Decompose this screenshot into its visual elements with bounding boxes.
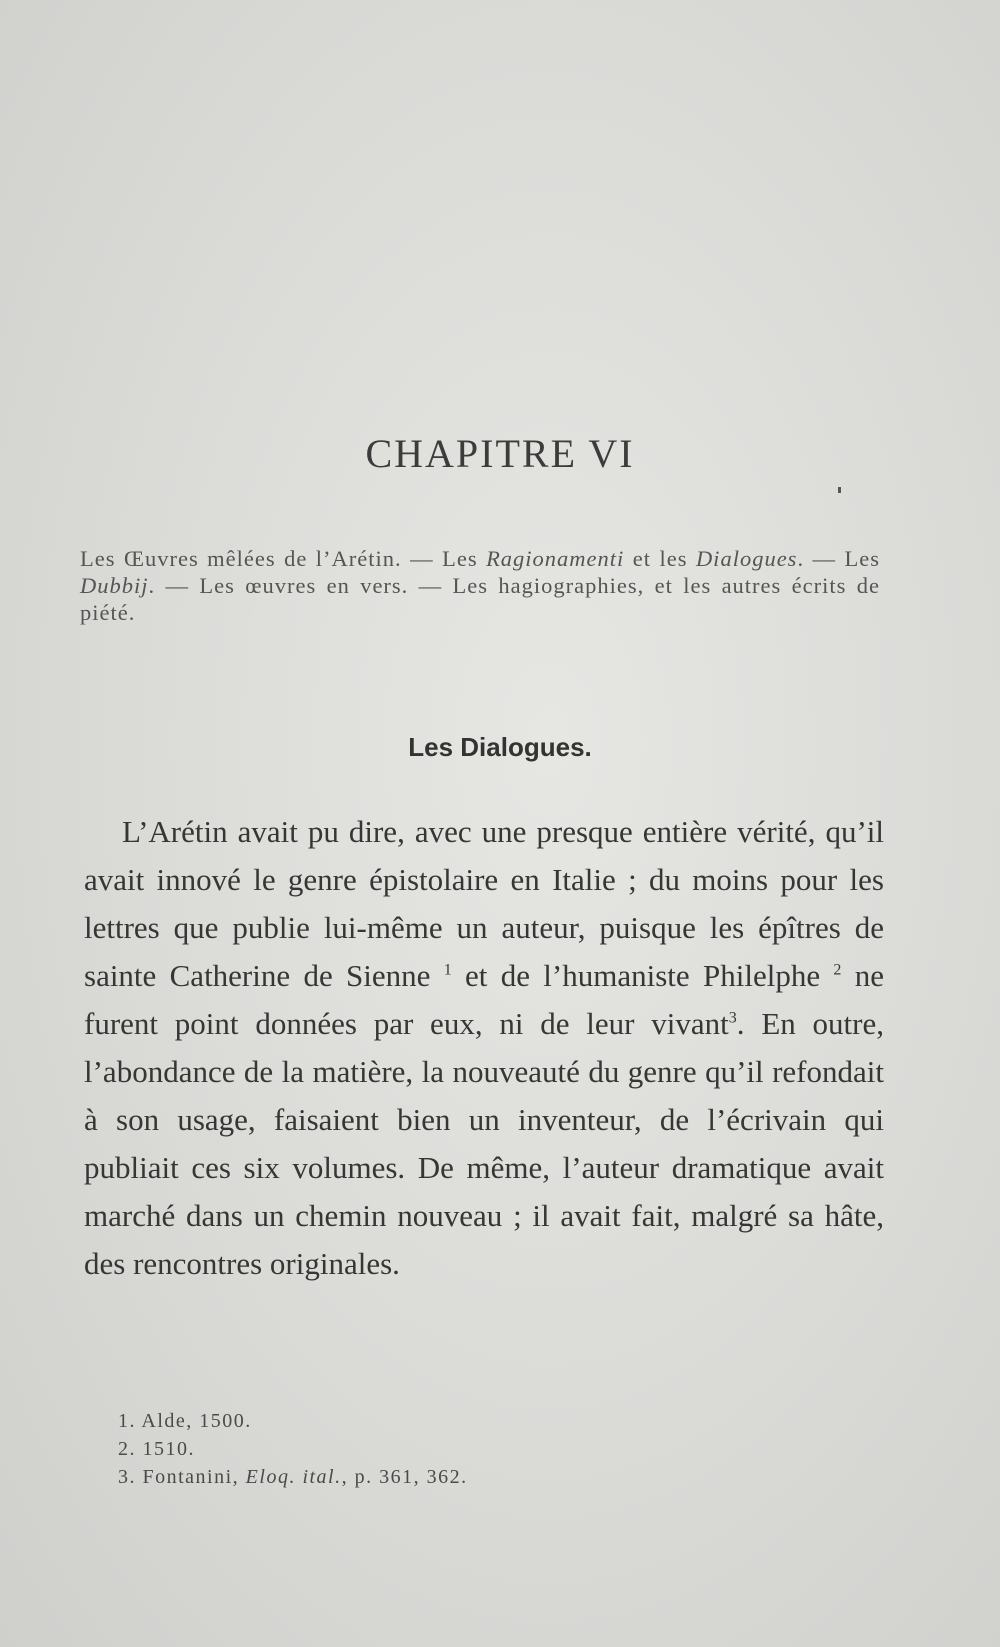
body-text: et de l’humaniste Philelphe [451,958,834,993]
section-title: Les Dialogues. [408,732,592,762]
summary-text: Les Œuvres mêlées de l’Arétin. — Les [80,546,487,571]
body-text: ne furent point données par eux, ni de leur vivant [84,958,884,1041]
footnote-number: 1. [118,1410,136,1432]
footnote-number: 3. [118,1466,136,1488]
footnote-ref: 3 [728,1009,737,1027]
summary-text: . — Les [797,546,880,571]
footnote-number: 2. [118,1438,136,1460]
summary-title-ragionamenti: Ragionamenti [486,546,625,571]
body-paragraph [84,808,884,1288]
summary-text: . — Les œuvres en vers. — Les hagiographies, et les autres écrits de piété. [80,573,880,625]
footnote-text: Fontanini, [142,1466,246,1488]
footnote-text: 1510. [142,1438,195,1460]
footnotes [118,1407,878,1491]
footnote-text: , p. 361, 362. [341,1466,468,1488]
summary-text: et les [624,546,696,571]
body-text: . En outre, l’abondance de la matière, la nouveauté du genre qu’il refondait à son usage, faisaient bien un inventeur, de l’écrivain qui publiait ces six volumes. De même, l’auteur dramatique avait marché dans un chemin nouveau ; il avait fait, malgré sa hâte, des rencontres originales. [84,1006,884,1281]
print-mark [838,487,841,493]
footnote-ref: 1 [443,961,452,979]
chapter-title: CHAPITRE VI [365,431,635,476]
footnote-text: Alde, 1500. [141,1410,252,1432]
chapter-summary [80,545,880,626]
footnote-title: Eloq. ital. [245,1466,342,1488]
footnote-item [118,1463,878,1491]
footnote-item [118,1435,878,1463]
body-text: L’Arétin avait pu dire, avec une presque entière vérité, qu’il avait innové le genre épistolaire en Italie ; du moins pour les lettres que publie lui-même un auteur, puisque les épîtres de sainte Catherine de Sienne [84,814,884,993]
footnote-ref: 2 [833,961,842,979]
footnote-item [118,1407,878,1435]
summary-title-dialogues: Dialogues [695,546,798,571]
summary-title-dubbij: Dubbij [80,573,149,598]
